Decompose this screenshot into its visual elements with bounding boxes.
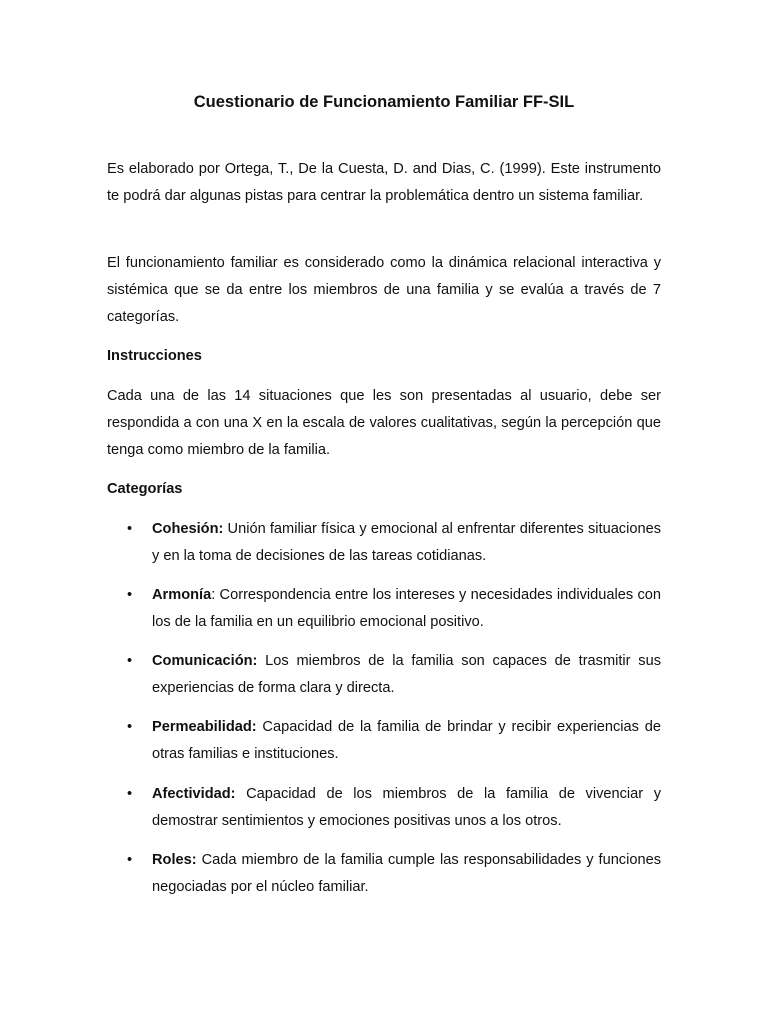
category-term: Roles: (152, 852, 197, 868)
definition-paragraph: El funcionamiento familiar es considerado como la dinámica relacional interactiva y sistémica que se da entre los miembros de una familia y se evalúa a través de 7 categorías. (107, 255, 661, 325)
document-title: Cuestionario de Funcionamiento Familiar FF-SIL (193, 93, 575, 111)
category-description: Capacidad de los miembros de la familia de vivenciar y demostrar sentimientos y emociones positivas unos a los otros. (152, 786, 661, 829)
category-description: Capacidad de la familia de brindar y recibir experiencias de otras familias e instituciones. (152, 719, 661, 762)
category-description: : Correspondencia entre los intereses y necesidades individuales con los de la familia en un equilibrio emocional positivo. (152, 587, 661, 630)
category-description: Cada miembro de la familia cumple las responsabilidades y funciones negociadas por el núcleo familiar. (152, 852, 661, 895)
category-text (152, 648, 661, 702)
category-text (152, 847, 661, 901)
bullet-icon: • (127, 521, 133, 537)
instructions-paragraph: Cada una de las 14 situaciones que les son presentadas al usuario, debe ser respondida a con una X en la escala de valores cualitativas, según la percepción que tenga como miembro de la familia. (107, 388, 661, 458)
categories-heading: Categorías (107, 481, 183, 497)
category-term: Comunicación: (152, 653, 258, 669)
category-term: Permeabilidad: (152, 719, 257, 735)
category-text (152, 516, 661, 570)
category-description: Unión familiar física y emocional al enfrentar diferentes situaciones y en la toma de decisiones de las tareas cotidianas. (152, 521, 661, 564)
category-text (152, 714, 661, 768)
intro-paragraph: Es elaborado por Ortega, T., De la Cuesta, D. and Dias, C. (1999). Este instrumento te podrá dar algunas pistas para centrar la problemática dentro un sistema familiar. (107, 161, 661, 204)
category-term: Armonía (152, 587, 212, 603)
bullet-icon: • (127, 653, 133, 669)
category-text (152, 781, 661, 835)
category-term: Cohesión: (152, 521, 224, 537)
bullet-icon: • (127, 852, 133, 868)
bullet-icon: • (127, 786, 133, 802)
category-term: Afectividad: (152, 786, 236, 802)
bullet-icon: • (127, 719, 133, 735)
category-description: Los miembros de la familia son capaces de trasmitir sus experiencias de forma clara y directa. (152, 653, 661, 696)
instructions-heading: Instrucciones (107, 348, 202, 364)
category-text (152, 582, 661, 636)
bullet-icon: • (127, 587, 133, 603)
